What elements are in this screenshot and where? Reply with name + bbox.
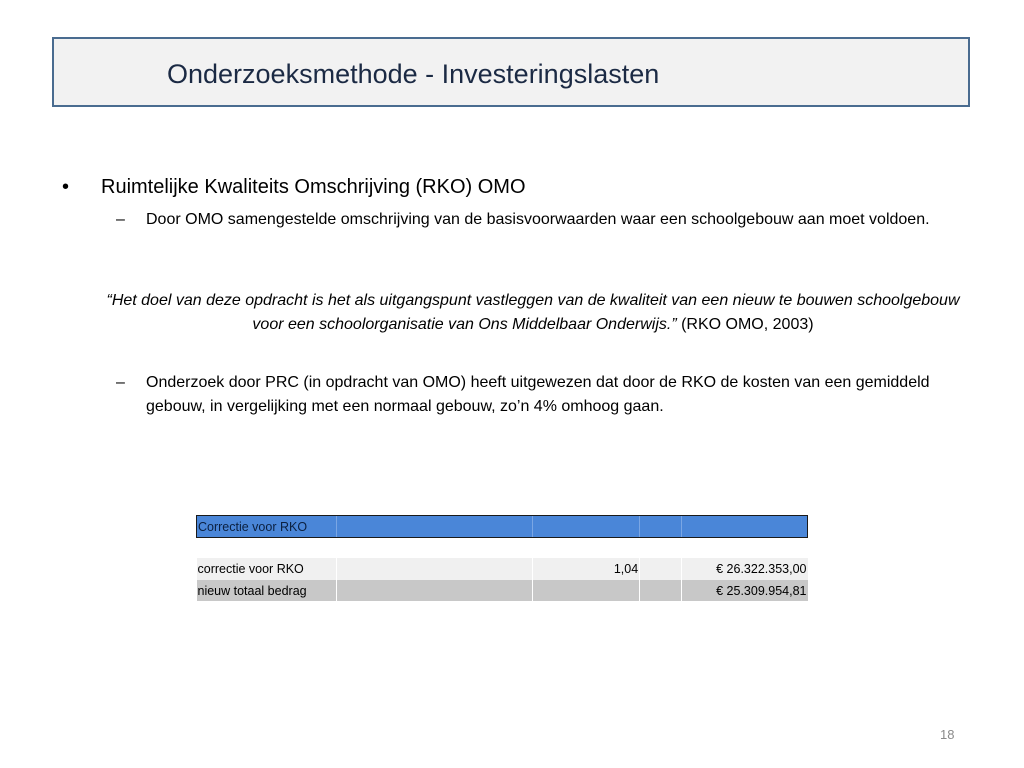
dash-marker: – [116, 211, 125, 228]
main-bullet-text: Ruimtelijke Kwaliteits Omschrijving (RKO) OMO [101, 176, 526, 198]
title-box [52, 37, 970, 107]
slide-title: Onderzoeksmethode - Investeringslasten [167, 59, 660, 89]
table-spacer-row [197, 538, 808, 559]
dash-marker: – [116, 374, 125, 391]
row-factor [533, 580, 640, 601]
quote-source: (RKO OMO, 2003) [676, 316, 814, 333]
table-row [197, 558, 808, 580]
rko-correction-table [196, 515, 808, 601]
quote-text: “Het doel van deze opdracht is het als uitgangspunt vastleggen van de kwaliteit van een nieuw te bouwen schoolgebouw voor een schoolorganisatie van Ons Middelbaar Onderwijs.” [106, 292, 960, 333]
page-number: 18 [940, 727, 955, 742]
sub-bullet-research-text: Onderzoek door PRC (in opdracht van OMO) heeft uitgewezen dat door de RKO de kosten van een gemiddeld gebouw, in vergelijking met een normaal gebouw, zo’n 4% omhoog gaan. [146, 374, 930, 415]
sub-bullet-definition-text: Door OMO samengestelde omschrijving van de basisvoorwaarden waar een schoolgebouw aan moet voldoen. [146, 211, 930, 228]
table-header-row [197, 516, 808, 538]
row-factor: 1,04 [533, 558, 640, 580]
quote-block [100, 289, 966, 337]
table-header-cell: Correctie voor RKO [197, 516, 337, 538]
row-amount: € 26.322.353,00 [682, 558, 808, 580]
row-label: correctie voor RKO [197, 558, 337, 580]
bullet-marker: • [62, 176, 70, 198]
row-label: nieuw totaal bedrag [197, 580, 337, 601]
row-amount: € 25.309.954,81 [682, 580, 808, 601]
table-row [197, 580, 808, 601]
